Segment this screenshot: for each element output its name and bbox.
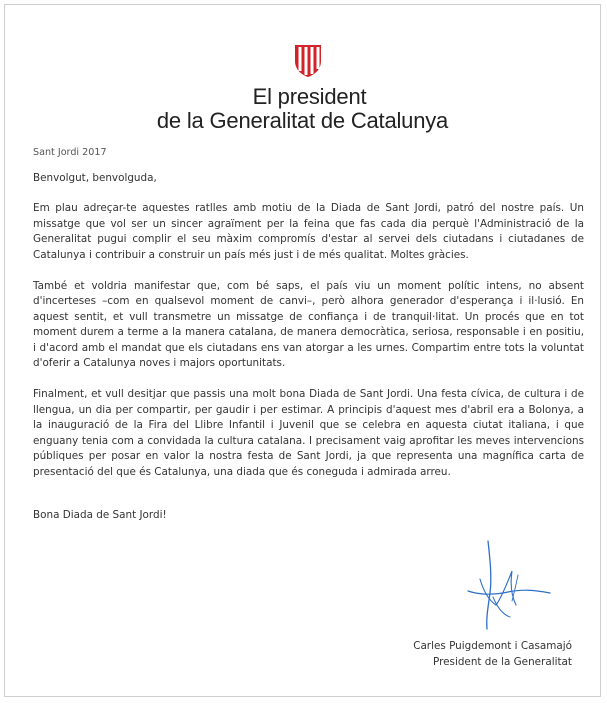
closing-line: Bona Diada de Sant Jordi! <box>33 509 167 521</box>
paragraph-3: Finalment, et vull desitjar que passis una molt bona Diada de Sant Jordi. Una festa cívica, de cultura i de llengua, un dia per compartir, per gaudir i per estimar. A principis d'aquest mes d'abril era a Bolonya, a la inauguració de la Fira del Llibre Infantil i Juvenil que se celebra en aquesta ciutat italiana, i que enguany tenia com a convidada la cultura catalana. I precisament vaig aprofitar les meves intervencions públiques per posar en valor la nostra festa de Sant Jordi, ja que representa una magnífica carta de presentació del que és Catalunya, una diada que és coneguda i admirada arreu. <box>33 388 584 478</box>
letter-body <box>33 201 584 496</box>
letterhead-title: El president <box>252 84 367 109</box>
signer-block <box>413 639 572 670</box>
signer-name: Carles Puigdemont i Casamajó <box>413 640 572 652</box>
paragraph-1: Em plau adreçar-te aquestes ratlles amb motiu de la Diada de Sant Jordi, patró del nostre país. Un missatge que vol ser un sincer agraïment per la feina que fas cada dia perquè l'Administració de la Generalitat pugui complir el seu màxim compromís d'estar al servei dels ciutadans i ciutadanes de Catalunya i contribuir a construir un país més just i de més qualitat. Moltes gràcies. <box>33 202 584 261</box>
generalitat-emblem-icon <box>293 43 323 78</box>
letter-date: Sant Jordi 2017 <box>33 147 107 158</box>
signer-title: President de la Generalitat <box>433 655 572 668</box>
letter-page <box>4 4 601 697</box>
salutation: Benvolgut, benvolguda, <box>33 172 157 184</box>
paragraph-2: També et voldria manifestar que, com bé saps, el país viu un moment polític intens, no absent d'incerteses –com en qualsevol moment de canvi–, però alhora generador d'esperança i il·lusió. En aquest sentit, et vull transmetre un missatge de confiança i de tranquil·litat. Un procés que en tot moment durem a terme a la manera catalana, de manera democràtica, seriosa, responsable i en positiu, i d'acord amb el mandat que els ciutadans ens van atorgar a les urnes. Compartim entre tots la voluntat d'oferir a Catalunya noves i majors oportunitats. <box>33 279 584 369</box>
signature-icon <box>460 535 560 635</box>
letterhead-subtitle: de la Generalitat de Catalunya <box>156 108 449 133</box>
